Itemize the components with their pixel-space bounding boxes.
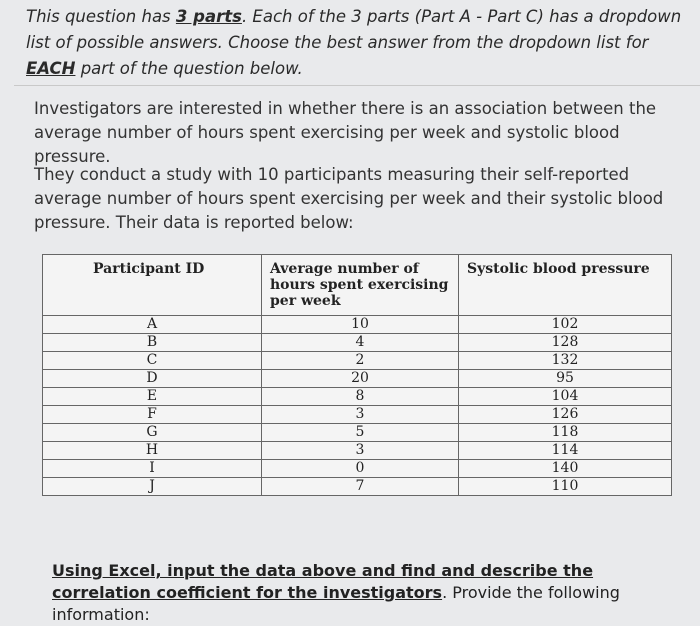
exercise-hours-cell: 20 [262,370,459,388]
parts-emphasis: 3 parts [175,7,242,26]
blood-pressure-cell: 128 [459,334,672,352]
blood-pressure-cell: 110 [459,478,672,496]
header-blood-pressure: Systolic blood pressure [459,255,672,316]
instruction-rest: . Provide the following information: [52,583,620,624]
table-row [43,460,672,478]
instruction-text [52,560,682,626]
participant-id-cell: J [43,478,262,496]
exercise-hours-cell: 8 [262,388,459,406]
data-table [42,254,672,496]
participant-id-cell: C [43,352,262,370]
table-row [43,370,672,388]
blood-pressure-cell: 114 [459,442,672,460]
study-design-paragraph: They conduct a study with 10 participants measuring their self-reported average number of hours spent exercising per week and their systolic blood pressure. Their data is reported below: [34,165,664,232]
study-context-paragraph: Investigators are interested in whether there is an association between the average number of hours spent exercising per week and systolic blood pressure. [34,99,657,166]
each-emphasis: EACH [26,59,76,78]
blood-pressure-cell: 140 [459,460,672,478]
exercise-hours-cell: 0 [262,460,459,478]
intro-text-3: part of the question below. [75,59,303,78]
exercise-hours-cell: 3 [262,406,459,424]
table-row [43,388,672,406]
header-participant-id: Participant ID [43,255,262,316]
participant-id-cell: F [43,406,262,424]
table-row [43,424,672,442]
table-row [43,334,672,352]
participant-id-cell: D [43,370,262,388]
question-intro [26,4,686,82]
participant-id-cell: I [43,460,262,478]
table-row [43,478,672,496]
exercise-hours-cell: 4 [262,334,459,352]
exercise-hours-cell: 10 [262,316,459,334]
intro-text-1: This question has [26,7,176,26]
table-row [43,352,672,370]
participant-id-cell: B [43,334,262,352]
table-header-row [43,255,672,316]
table-row [43,316,672,334]
blood-pressure-cell: 132 [459,352,672,370]
blood-pressure-cell: 118 [459,424,672,442]
blood-pressure-cell: 102 [459,316,672,334]
participant-id-cell: E [43,388,262,406]
table-row [43,442,672,460]
section-divider [14,85,700,86]
instruction-emphasis: Using Excel, input the data above and find and describe the correlation coefficient for the investigators [52,561,594,602]
table-row [43,406,672,424]
header-exercise-hours: Average number of hours spent exercising per week [262,255,459,316]
blood-pressure-cell: 104 [459,388,672,406]
blood-pressure-cell: 95 [459,370,672,388]
participant-id-cell: A [43,316,262,334]
intro-text-2: . Each of the 3 parts (Part A - Part C) has a dropdown list of possible answers. Choose the best answer from the dropdown list for [26,7,682,52]
participant-id-cell: H [43,442,262,460]
blood-pressure-cell: 126 [459,406,672,424]
exercise-hours-cell: 7 [262,478,459,496]
exercise-hours-cell: 5 [262,424,459,442]
exercise-hours-cell: 2 [262,352,459,370]
exercise-hours-cell: 3 [262,442,459,460]
participant-id-cell: G [43,424,262,442]
